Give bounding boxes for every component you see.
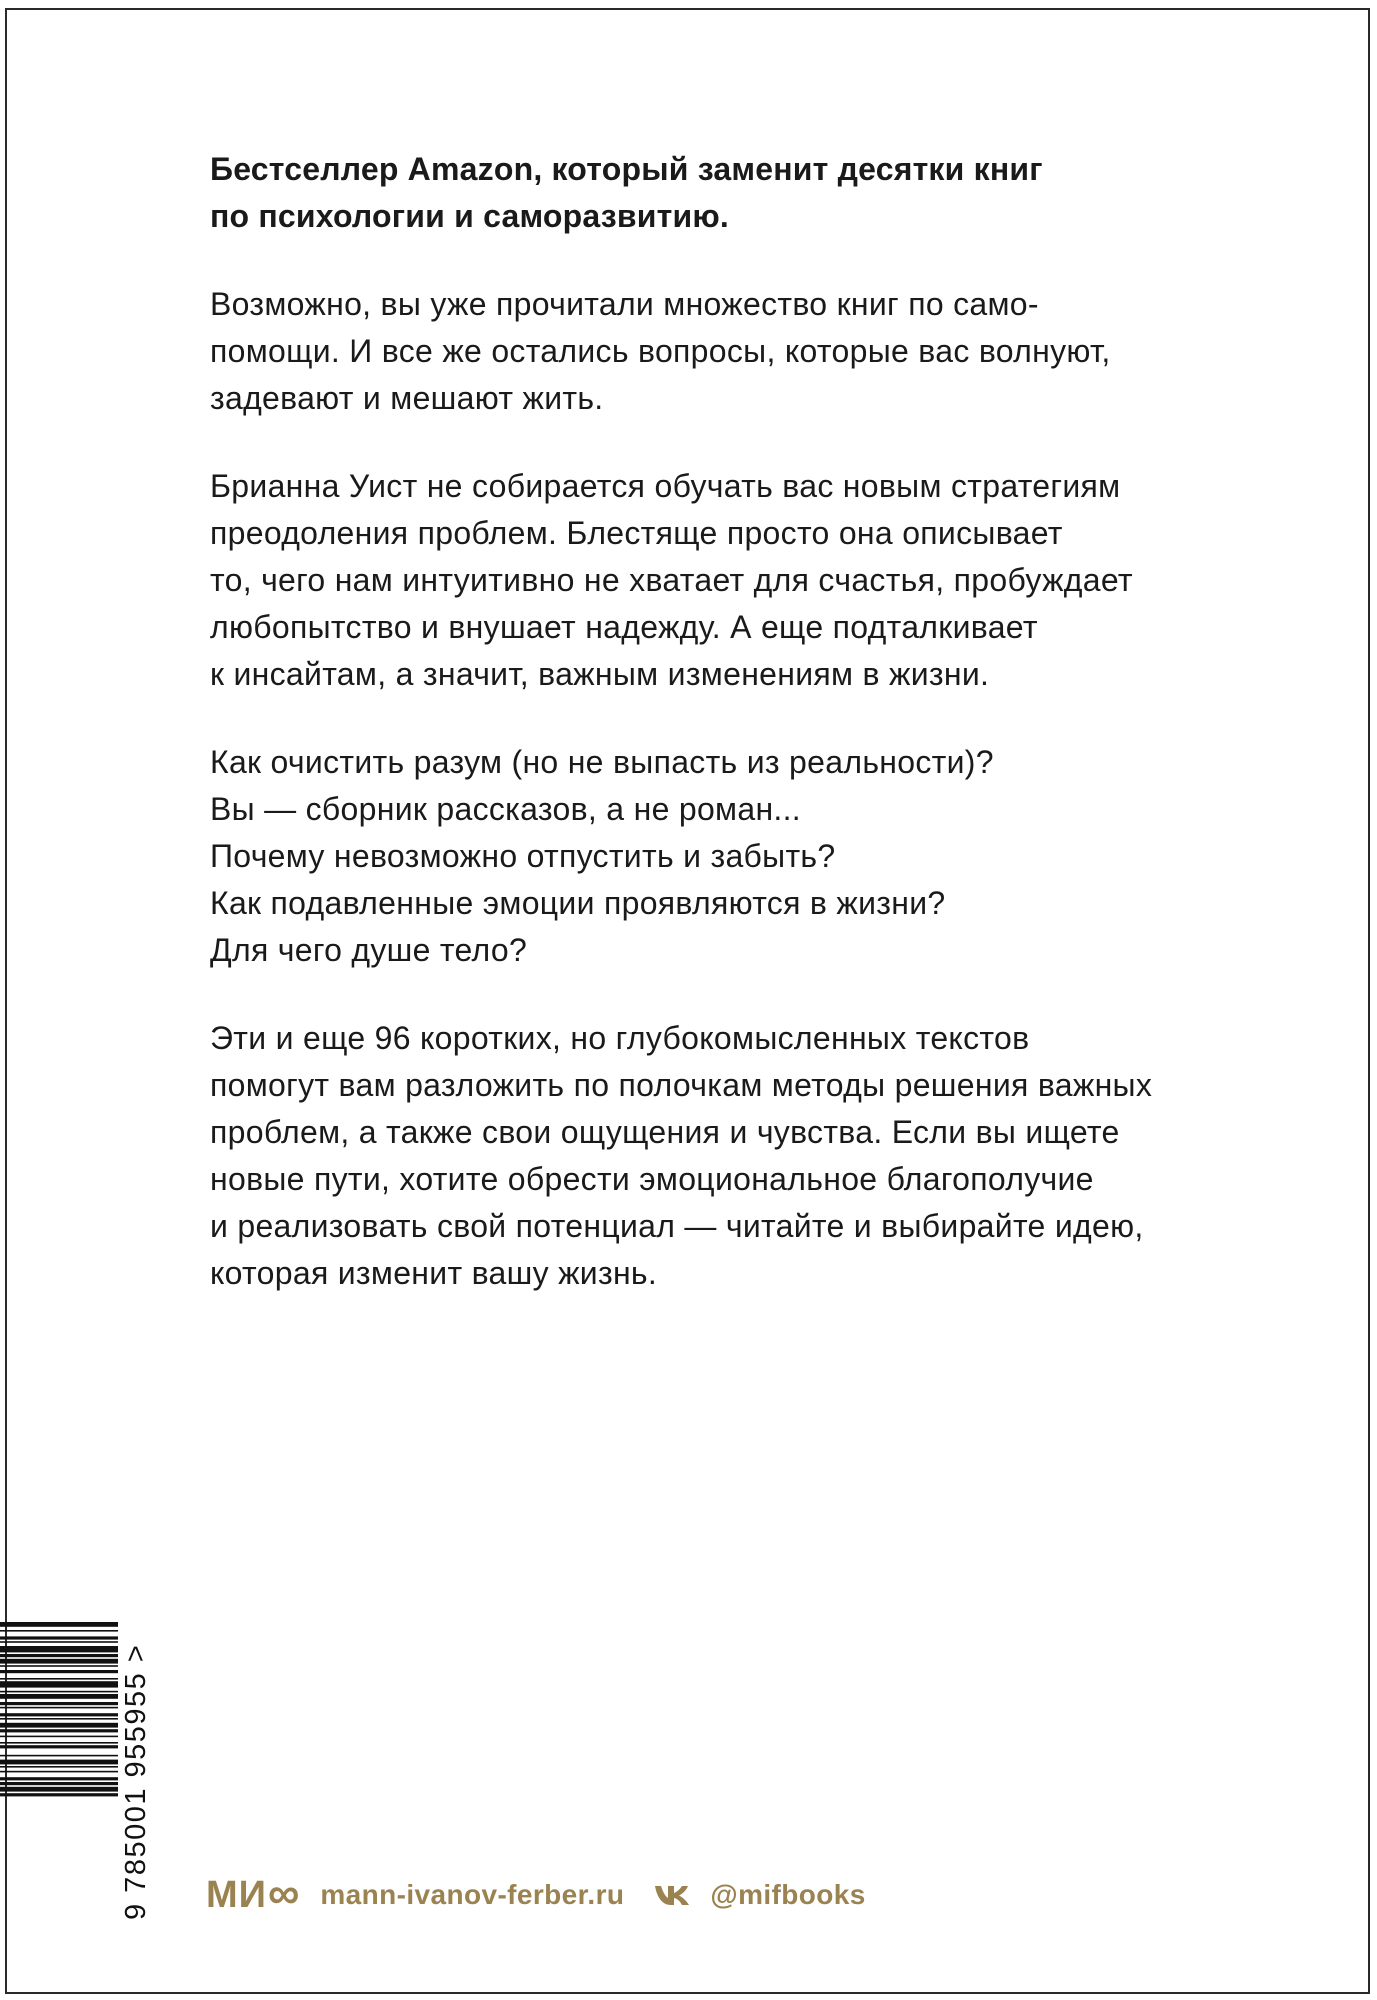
barcode-bar	[0, 1630, 118, 1632]
lead-line: по психологии и саморазвитию.	[210, 198, 730, 234]
barcode-bar	[0, 1691, 118, 1693]
publisher-footer	[206, 1870, 866, 1920]
infinity-icon: ∞	[267, 1869, 301, 1918]
barcode-bar	[0, 1681, 118, 1687]
barcode-bar	[0, 1766, 118, 1768]
barcode-bar	[0, 1729, 118, 1732]
text-line: любопытство и внушает надежду. А еще подталкивает	[210, 609, 1038, 645]
barcode-bar	[0, 1670, 118, 1673]
text-line: помогут вам разложить по полочкам методы решения важных	[210, 1067, 1153, 1103]
barcode-bar	[0, 1760, 118, 1765]
text-line: задевают и мешают жить.	[210, 380, 604, 416]
barcode-bar	[0, 1742, 118, 1744]
text-line: преодоления проблем. Блестяще просто она описывает	[210, 515, 1063, 551]
question-line: Как очистить разум (но не выпасть из реальности)?	[210, 744, 994, 780]
text-line: к инсайтам, а значит, важным изменениям в жизни.	[210, 656, 990, 692]
barcode-bar	[0, 1654, 118, 1657]
text-line: проблем, а также свои ощущения и чувства. Если вы ищете	[210, 1114, 1120, 1150]
logo-letters: МИ	[206, 1873, 267, 1916]
questions-paragraph	[210, 739, 1250, 974]
text-line: Брианна Уист не собирается обучать вас новым стратегиям	[210, 468, 1121, 504]
barcode-bar	[0, 1659, 118, 1664]
barcode-bar	[0, 1745, 118, 1748]
question-line: Почему невозможно отпустить и забыть?	[210, 838, 836, 874]
text-line: и реализовать свой потенциал — читайте и выбирайте идею,	[210, 1208, 1144, 1244]
text-line: Возможно, вы уже прочитали множество книг по само-	[210, 286, 1039, 322]
barcode-bar	[0, 1771, 118, 1773]
intro-paragraph	[210, 281, 1250, 422]
barcode-bar	[0, 1718, 118, 1720]
barcode-bar	[0, 1777, 118, 1780]
barcode-bar	[0, 1641, 118, 1643]
barcode-bar	[0, 1665, 118, 1667]
barcode-bar	[0, 1646, 118, 1652]
barcode-bar	[0, 1678, 118, 1680]
closing-paragraph	[210, 1015, 1250, 1297]
author-paragraph	[210, 463, 1250, 698]
question-line: Как подавленные эмоции проявляются в жизни?	[210, 885, 946, 921]
back-cover-text	[210, 146, 1250, 1338]
barcode-bar	[0, 1755, 118, 1757]
social-handle[interactable]: @mifbooks	[710, 1879, 866, 1910]
text-line: помощи. И все же остались вопросы, которые вас волнуют,	[210, 333, 1111, 369]
publisher-website[interactable]: mann-ivanov-ferber.ru	[320, 1879, 625, 1910]
barcode-bar	[0, 1707, 118, 1709]
barcode-bar	[0, 1622, 118, 1627]
lead-paragraph	[210, 146, 1250, 240]
question-line: Вы — сборник рассказов, а не роман...	[210, 791, 801, 827]
barcode-bar	[0, 1694, 118, 1699]
barcode-bar	[0, 1736, 118, 1738]
question-line: Для чего душе тело?	[210, 932, 528, 968]
barcode-bar	[0, 1713, 118, 1716]
vk-icon[interactable]	[654, 1883, 690, 1907]
publisher-logo	[206, 1869, 301, 1918]
text-line: новые пути, хотите обрести эмоциональное благополучие	[210, 1161, 1094, 1197]
barcode-bar	[0, 1787, 118, 1792]
text-line: которая изменит вашу жизнь.	[210, 1255, 658, 1291]
barcode-bar	[0, 1702, 118, 1705]
barcode-bar	[0, 1723, 118, 1728]
barcode-bar	[0, 1636, 118, 1639]
text-line: то, чего нам интуитивно не хватает для счастья, пробуждает	[210, 562, 1133, 598]
barcode-bar	[0, 1782, 118, 1785]
barcode-bar	[0, 1793, 118, 1796]
isbn-barcode	[0, 1620, 118, 1920]
lead-line: Бестселлер Amazon, который заменит десятки книг	[210, 151, 1043, 187]
text-line: Эти и еще 96 коротких, но глубокомысленных текстов	[210, 1020, 1030, 1056]
barcode-digits: 9 785001 955955 >	[120, 1643, 152, 1920]
